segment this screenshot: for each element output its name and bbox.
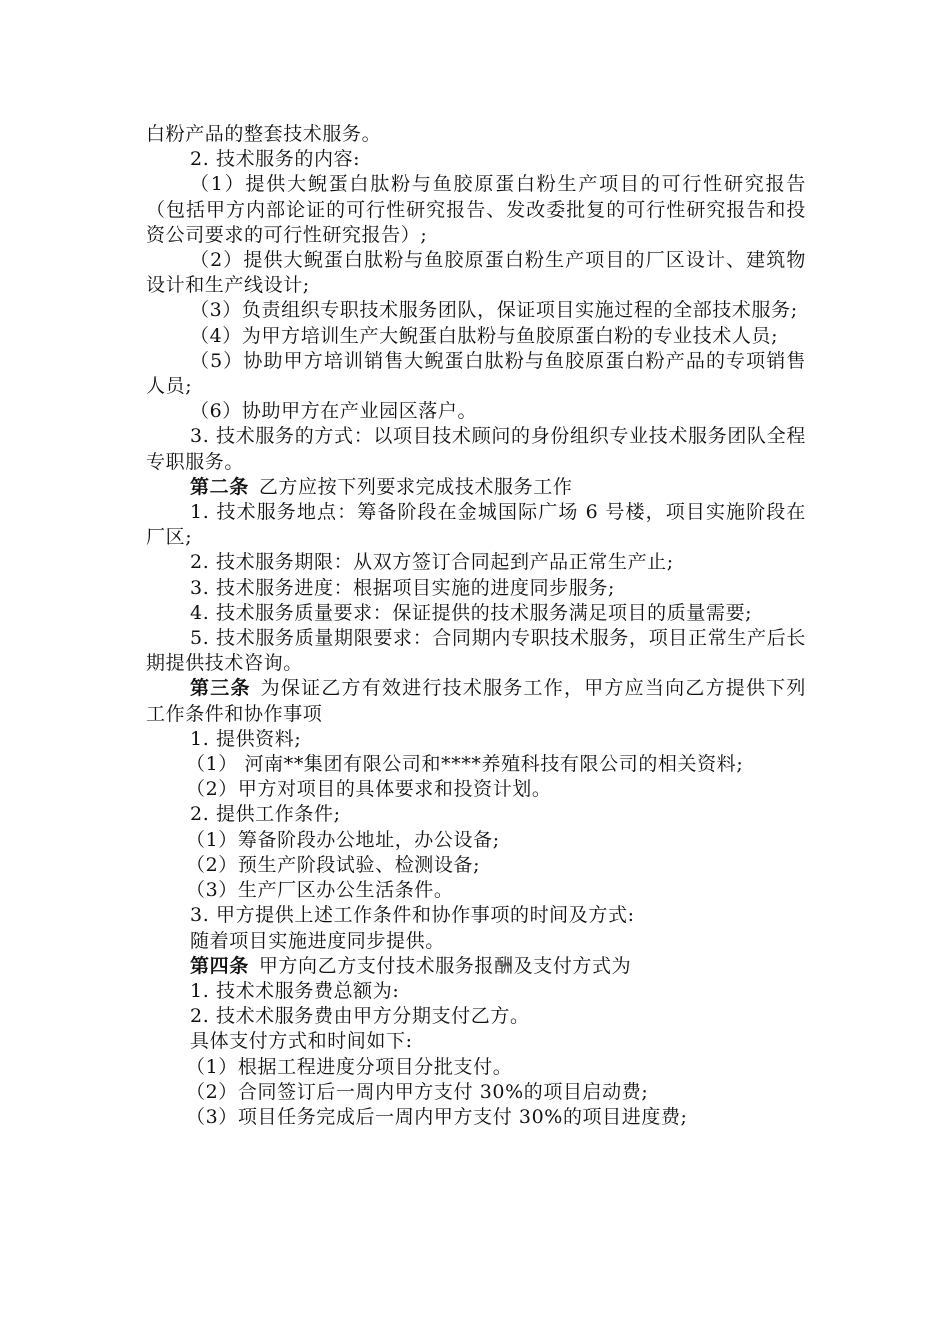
article-3-item-4: 2. 提供工作条件; <box>190 803 341 826</box>
article-4-heading-line <box>146 954 806 979</box>
article-3-label: 第三条 <box>190 677 251 700</box>
article-2-title: 乙方应按下列要求完成技术服务工作 <box>258 475 573 498</box>
article-4-item-1: 1. 技术术服务费总额为: <box>190 979 400 1002</box>
article-2-label: 第二条 <box>190 475 249 498</box>
paragraph-content-item-6: （6）协助甲方在产业园区落户。 <box>190 400 478 423</box>
paragraph-content-item-4: （4）为甲方培训生产大鲵蛋白肽粉与鱼胶原蛋白粉的专业技术人员; <box>190 324 779 347</box>
paragraph-intro-tail: 白粉产品的整套技术服务。 <box>146 123 382 145</box>
article-3-title: 为保证乙方有效进行技术服务工作，甲方应当向乙方提供下列工作条件和协作事项 <box>146 677 806 725</box>
article-4-label: 第四条 <box>190 954 249 977</box>
article-3-item-1: 1. 提供资料; <box>190 727 302 750</box>
article-4-title: 甲方向乙方支付技术服务报酬及支付方式为 <box>258 954 632 977</box>
paragraph-content-item-3: （3）负责组织专职技术服务团队，保证项目实施过程的全部技术服务; <box>190 299 798 322</box>
article-4-item-2: 2. 技术术服务费由甲方分期支付乙方。 <box>190 1005 530 1028</box>
document-body <box>146 122 806 1130</box>
article-3-item-8: 3. 甲方提供上述工作条件和协作事项的时间及方式: <box>190 904 635 927</box>
article-2-item-4: 4. 技术服务质量要求：保证提供的技术服务满足项目的质量需要; <box>190 601 753 624</box>
paragraph-service-content-heading: 2. 技术服务的内容: <box>190 148 361 171</box>
article-2-item-5: 5. 技术服务质量期限要求：合同期内专职技术服务，项目正常生产后长期提供技术咨询。 <box>146 627 806 675</box>
article-3-heading-line <box>146 676 806 726</box>
article-3-item-6: （2）预生产阶段试验、检测设备; <box>186 853 481 876</box>
paragraph-content-item-5: （5）协助甲方培训销售大鲵蛋白肽粉与鱼胶原蛋白粉产品的专项销售人员; <box>146 349 806 398</box>
article-3-item-7: （3）生产厂区办公生活条件。 <box>186 879 454 902</box>
paragraph-content-item-1: （1）提供大鲵蛋白肽粉与鱼胶原蛋白粉生产项目的可行性研究报告（包括甲方内部论证的可行性研究报告、发改委批复的可行性研究报告和投资公司要求的可行性研究报告）; <box>146 173 806 246</box>
article-4-item-6: （3）项目任务完成后一周内甲方支付 30%的项目进度费; <box>186 1105 688 1128</box>
article-2-item-2: 2. 技术服务期限：从双方签订合同起到产品正常生产止; <box>190 551 674 574</box>
article-3-item-5: （1）筹备阶段办公地址，办公设备; <box>186 828 500 851</box>
article-3-item-2: （1） 河南**集团有限公司和****养殖科技有限公司的相关资料; <box>186 753 744 776</box>
article-3-item-3: （2）甲方对项目的具体要求和投资计划。 <box>186 778 552 801</box>
article-3-item-9: 随着项目实施进度同步提供。 <box>190 929 445 952</box>
article-2-item-1: 1. 技术服务地点：筹备阶段在金城国际广场 6 号楼，项目实施阶段在厂区; <box>146 501 806 549</box>
article-2-heading-line <box>146 475 806 500</box>
article-4-item-4: （1）根据工程进度分项目分批支付。 <box>186 1055 513 1078</box>
article-4-item-3: 具体支付方式和时间如下: <box>190 1030 413 1053</box>
paragraph-service-method: 3. 技术服务的方式：以项目技术顾问的身份组织专业技术服务团队全程专职服务。 <box>146 425 806 473</box>
article-4-item-5: （2）合同签订后一周内甲方支付 30%的项目启动费; <box>186 1080 649 1103</box>
article-2-item-3: 3. 技术服务进度：根据项目实施的进度同步服务; <box>190 576 615 599</box>
paragraph-content-item-2: （2）提供大鲵蛋白肽粉与鱼胶原蛋白粉生产项目的厂区设计、建筑物设计和生产线设计; <box>146 249 806 297</box>
